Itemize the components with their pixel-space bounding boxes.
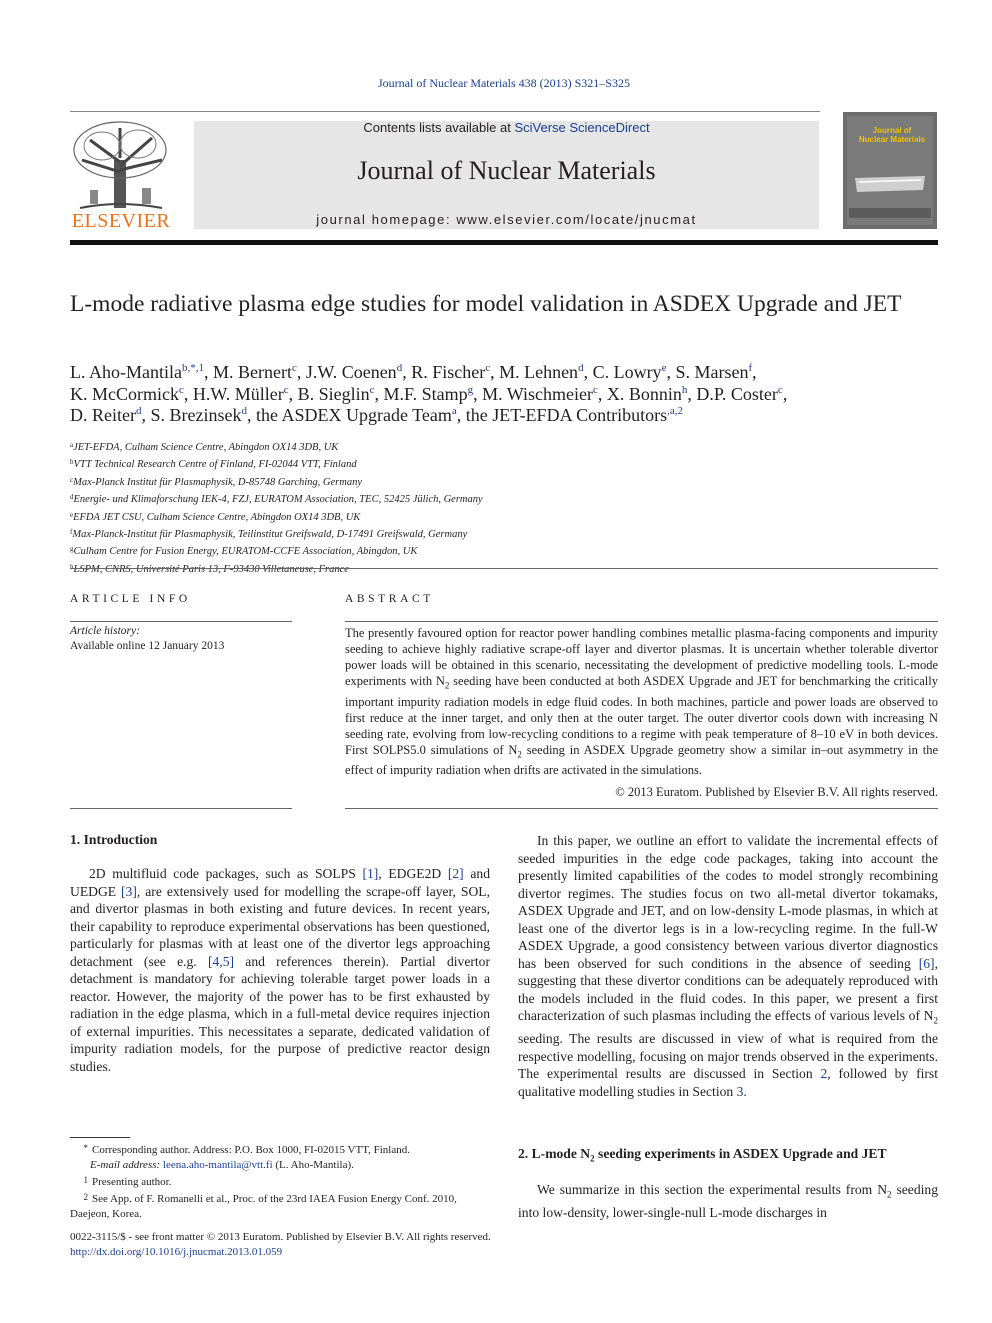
- footnote-email: E-mail address: leena.aho-mantila@vtt.fi (L. Aho-Mantila).: [90, 1159, 354, 1171]
- abstract-heading: ABSTRACT: [345, 593, 434, 605]
- affiliation-text: JET-EFDA, Culham Science Centre, Abingdon OX14 3DB, UK: [73, 442, 339, 453]
- doi-link[interactable]: http://dx.doi.org/10.1016/j.jnucmat.2013.01.059: [70, 1245, 283, 1258]
- section-3-link[interactable]: 3: [736, 1083, 744, 1099]
- footnote-1: 1 Presenting author.: [83, 1175, 172, 1188]
- author-name[interactable]: L. Aho-Mantila: [70, 362, 182, 382]
- affiliation-item: [70, 542, 590, 559]
- author-separator: ,: [473, 384, 483, 404]
- section-2-link[interactable]: 2: [820, 1066, 828, 1082]
- footnote-rule: [70, 1137, 130, 1138]
- imprint: [70, 1230, 491, 1259]
- footnote-corresponding: * Corresponding author. Address: P.O. Box 1000, FI-02015 VTT, Finland.: [83, 1143, 410, 1156]
- author-affiliation-marker[interactable]: c: [291, 362, 297, 374]
- section-1-heading: 1. Introduction: [70, 832, 158, 847]
- affiliation-marker: c: [70, 475, 74, 484]
- affiliation-marker: d: [70, 493, 74, 502]
- author-name[interactable]: the ASDEX Upgrade Team: [255, 405, 452, 425]
- affiliation-item: [70, 525, 590, 542]
- author-name[interactable]: M. Lehnen: [499, 362, 579, 382]
- affiliation-marker: b: [70, 458, 74, 467]
- author-name[interactable]: K. McCormick: [70, 384, 179, 404]
- author-line-3: [70, 405, 683, 426]
- author-separator: ,: [402, 362, 412, 382]
- author-affiliation-marker[interactable]: c: [369, 384, 375, 396]
- affiliation-item: [70, 438, 590, 455]
- sciencedirect-link[interactable]: SciVerse ScienceDirect: [514, 120, 650, 135]
- abstract-bottom-rule: [345, 808, 938, 809]
- header-rule: [70, 111, 820, 112]
- journal-citation[interactable]: Journal of Nuclear Materials 438 (2013) S321–S325: [378, 76, 630, 90]
- affiliation-list: [70, 438, 590, 577]
- intro-paragraph-1: 2D multifluid code packages, such as SOLPS [1], EDGE2D [2] and UEDGE [3], are extensively used for modelling the scrape-off layer, SOL, and divertor plasmas in both existing and future devices. In recent years, their capability to reproduce experimental observations has been questioned, particularly for plasmas with at least one of the divertor legs approaching detachment (see e.g. [4,5] and references therein). Partial divertor detachment is mandatory for achieving tolerable target power loads in a reactor. However, the majority of the power has to be first exhausted by radiation in the edge plasma, which in a full-metal device requires injection of external impurities. This necessitates a separate, dedicated validation of impurity radiation models, for the purpose of predictive reactor design studies.: [70, 866, 490, 1074]
- ref-2-link[interactable]: [2]: [447, 866, 464, 881]
- affiliation-text: Energie- und Klimaforschung IEK-4, FZJ, EURATOM Association, TEC, 52425 Jülich, Germany: [73, 494, 483, 506]
- author-separator: ,: [456, 405, 466, 425]
- author-affiliation-marker[interactable]: h: [681, 384, 688, 396]
- affiliation-marker: g: [70, 545, 74, 554]
- author-name[interactable]: M. Wischmeier: [482, 384, 593, 404]
- author-separator: ,: [666, 362, 676, 382]
- email-link[interactable]: leena.aho-mantila@vtt.fi: [162, 1159, 273, 1171]
- affiliation-text: VTT Technical Research Centre of Finland, FI-02044 VTT, Finland: [73, 459, 357, 471]
- elsevier-wordmark: ELSEVIER: [71, 210, 171, 232]
- author-separator: ,: [141, 405, 151, 425]
- author-separator: ,: [296, 362, 306, 382]
- affiliation-text: LSPM, CNRS, Université Paris 13, F-93430 Villetaneuse, France: [73, 563, 349, 575]
- author-affiliation-marker[interactable]: c: [593, 384, 598, 396]
- article-info-bottom-rule: [70, 808, 292, 809]
- title-block-rule: [70, 568, 938, 569]
- author-separator: ,: [752, 362, 757, 382]
- affiliation-marker: a: [70, 441, 74, 449]
- elsevier-logo[interactable]: [70, 120, 172, 232]
- author-affiliation-marker[interactable]: d: [135, 405, 142, 417]
- affiliation-text: Max-Planck-Institut für Plasmaphysik, Teilinstitut Greifswald, D-17491 Greifswald, Germany: [72, 529, 468, 541]
- author-name[interactable]: C. Lowry: [592, 362, 662, 382]
- affiliation-item: [70, 508, 590, 525]
- affiliation-text: Culham Centre for Fusion Energy, EURATOM-CCFE Association, Abingdon, UK: [73, 546, 418, 558]
- journal-name: Journal of Nuclear Materials: [357, 156, 656, 185]
- author-affiliation-marker[interactable]: a: [451, 405, 457, 417]
- affiliation-marker: f: [70, 528, 73, 537]
- author-separator: ,: [203, 362, 213, 382]
- author-name[interactable]: B. Sieglin: [297, 384, 370, 404]
- author-separator: ,: [490, 362, 500, 382]
- article-title: L-mode radiative plasma edge studies for model validation in ASDEX Upgrade and JET: [70, 291, 902, 317]
- author-name[interactable]: the JET-EFDA Contributors: [465, 405, 668, 425]
- author-affiliation-marker[interactable]: c: [777, 384, 783, 396]
- article-history-value: Available online 12 January 2013: [70, 640, 225, 652]
- author-affiliation-marker[interactable]: g: [467, 384, 474, 396]
- footnotes: [70, 1141, 490, 1222]
- affiliation-marker: h: [70, 562, 74, 571]
- journal-cover[interactable]: [843, 112, 937, 229]
- contents-line: [194, 120, 819, 135]
- author-name[interactable]: J.W. Coenen: [305, 362, 397, 382]
- header-thick-rule: [70, 240, 938, 245]
- footnote-2: 2 See App. of F. Romanelli et al., Proc. of the 23rd IAEA Fusion Energy Conf. 2010, Daejeon, Korea.: [70, 1192, 457, 1220]
- author-name[interactable]: D.P. Coster: [696, 384, 778, 404]
- author-affiliation-marker[interactable]: c: [283, 384, 289, 396]
- intro-paragraph-2: In this paper, we outline an effort to validate the incremental effects of seeded impurities in the edge code packages, taking into account the presently limited capabilities of the codes to model strongly recombining divertor regimes. The studies focus on two all-metal divertor tokamaks, ASDEX Upgrade and JET, and on low-density L-mode plasmas, in which at least one of the divertor legs is in a low-recycling regime. In the full-W ASDEX Upgrade, a good consistency between various divertor diagnostics has been observed for such conditions in the absence of seeding [6], suggesting that these divertor conditions can be adequately reproduced with the models included in the fluid codes. In this paper, we present a first characterization of such plasmas including the effects of various levels of $N_2$ seeding. The results are discussed in view of what is required from the respective modelling, focusing on major trends observed in the experiments. The experimental results are discussed in Section 2, followed by first qualitative modelling studies in Section 3.: [518, 833, 938, 1099]
- section-2-heading: 2. L-mode $N_2$ seeding experiments in ASDEX Upgrade and JET: [518, 1146, 887, 1164]
- author-name[interactable]: M.F. Stamp: [383, 384, 468, 404]
- issn-line: 0022-3115/$ - see front matter © 2013 Euratom. Published by Elsevier B.V. All rights reserved.: [70, 1231, 491, 1243]
- author-name[interactable]: S. Marsen: [675, 362, 749, 382]
- author-name[interactable]: R. Fischer: [411, 362, 486, 382]
- author-name[interactable]: H.W. Müller: [192, 384, 284, 404]
- author-affiliation-marker[interactable]: ,a,2: [667, 405, 683, 417]
- author-line-2: [70, 384, 787, 405]
- author-affiliation-marker[interactable]: c: [178, 384, 184, 396]
- author-name[interactable]: S. Brezinsek: [150, 405, 242, 425]
- author-affiliation-marker[interactable]: b,*,1: [181, 362, 204, 374]
- author-affiliation-marker[interactable]: e: [661, 362, 667, 374]
- abstract-copyright: © 2013 Euratom. Published by Elsevier B.V. All rights reserved.: [615, 785, 938, 799]
- ref-6-link[interactable]: [6]: [918, 955, 935, 971]
- affiliation-text: EFDA JET CSU, Culham Science Centre, Abingdon OX14 3DB, UK: [73, 511, 361, 523]
- author-separator: ,: [288, 384, 298, 404]
- author-separator: ,: [246, 405, 256, 425]
- journal-homepage[interactable]: journal homepage: www.elsevier.com/locate/jnucmat: [316, 212, 697, 227]
- abstract-body: The presently favoured option for reactor power handling combines metallic plasma-facing components and impurity seeding to achieve highly radiative scrape-off layer and divertor plasmas. It is uncertain whether tolerable divertor power loads will be obtained in this scenario, necessitating the development of predictive modelling tools. L-mode experiments with $N_2$ seeding have been conducted at both ASDEX Upgrade and JET for benchmarking the critically important impurity radiation models in edge fluid codes. In both machines, particle and power loads are observed to first reduce at the inner target, and only then at the outer target. The outer divertor cools down with increasing N seeding rate, evolving from low-recycling conditions to a regime with peak temperature of 8–10 eV in both devices. First SOLPS5.0 simulations of $N_2$ seeding in ASDEX Upgrade geometry show a similar in–out asymmetry in the effect of impurity radiation when drifts are activated in the simulations.: [345, 626, 939, 777]
- author-affiliation-marker[interactable]: d: [241, 405, 247, 417]
- contents-prefix: Contents lists available at: [363, 120, 515, 135]
- abstract-rule: [345, 621, 938, 622]
- author-separator: ,: [583, 362, 593, 382]
- article-info-heading: ARTICLE INFO: [70, 593, 191, 605]
- author-name[interactable]: M. Bernert: [212, 362, 292, 382]
- article-info-rule: [70, 621, 292, 622]
- ref-4-5-link[interactable]: [4,5]: [207, 953, 235, 969]
- author-name[interactable]: D. Reiter: [70, 405, 136, 425]
- affiliation-item: [70, 473, 590, 490]
- author-separator: ,: [183, 384, 193, 404]
- author-affiliation-marker[interactable]: f: [748, 362, 753, 374]
- author-line-1: [70, 362, 757, 383]
- article-history-label: Article history:: [70, 625, 140, 637]
- affiliation-item: [70, 455, 590, 472]
- cover-title: Journal of Nuclear Materials: [858, 126, 926, 144]
- author-separator: ,: [597, 384, 607, 404]
- author-affiliation-marker[interactable]: d: [396, 362, 403, 374]
- author-separator: ,: [687, 384, 697, 404]
- author-affiliation-marker[interactable]: c: [485, 362, 491, 374]
- author-separator: ,: [374, 384, 384, 404]
- author-separator: ,: [782, 384, 788, 404]
- author-name[interactable]: X. Bonnin: [606, 384, 682, 404]
- affiliation-text: Max-Planck Institut für Plasmaphysik, D-85748 Garching, Germany: [73, 476, 363, 488]
- affiliation-item: [70, 490, 590, 507]
- affiliation-marker: e: [70, 510, 74, 519]
- ref-1-link[interactable]: [1]: [362, 866, 379, 881]
- section-2-paragraph-1: We summarize in this section the experimental results from $N_2$ seeding into low-density, lower-single-null L-mode discharges in: [518, 1182, 938, 1221]
- ref-3-link[interactable]: [3]: [121, 883, 137, 899]
- author-affiliation-marker[interactable]: d: [578, 362, 584, 374]
